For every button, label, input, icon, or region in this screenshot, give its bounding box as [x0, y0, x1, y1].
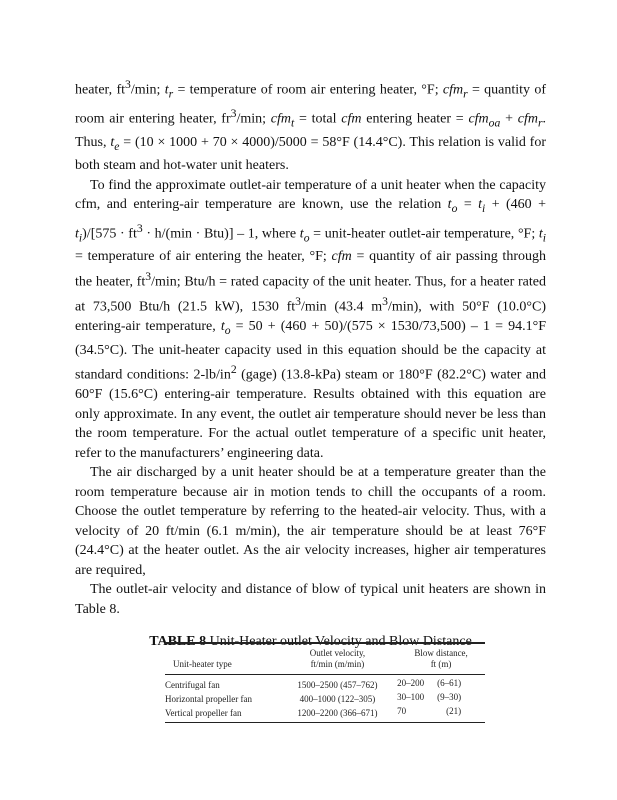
cell-velocity: 400–1000 (122–305): [299, 693, 376, 704]
paragraph-3: The air discharged by a unit heater should be at a temperature greater than the room temperature because air in motion tends to chill the occupants of a room. Choose the outlet temperature by referring to the heated-air velocity. Thus, with a velocity of 20 ft/min (6.1 m/min), the air temperature should be at least 76°F (24.4°C) at the heater outlet. As the air velocity increases, higher air temperatures are required,: [75, 465, 546, 578]
cell-type: Vertical propeller fan: [165, 707, 242, 718]
table-caption-label: TABLE 8: [149, 634, 207, 650]
table-header-row: [165, 643, 485, 675]
cell-type: Centrifugal fan: [165, 679, 220, 690]
cell-velocity: 1500–2500 (457–762): [297, 679, 378, 690]
cell-blow: 30–100 (9–30): [397, 692, 462, 702]
header-unit-heater-type: Unit-heater type: [173, 659, 232, 669]
paragraph-2: To find the approximate outlet-air temperature of a unit heater when the capacity cfm, and entering-air temperature are known, use the relation $t_o = t_i + (460 + t_i)/[575 \cdot ft^3 \cdot h/(\min \cdot Btu)] - 1$, where $t_o$ = unit-heater outlet-air temperature, °F; $t_i$ = temperature of air entering the heater, °F; cfm = quantity of air passing through the heater, $ft^3/\min$; Btu/h = rated capacity of the unit heater. Thus, for a heater rated at 73,500 Btu/h (21.5 kW), 1530 $ft^3/\min$ (43.4 $m^3/\min$), with 50°F (10.0°C) entering-air temperature, $t_o = 50 + (460 + 50)/(575 \times 1530/73,500) - 1 = 94.1^\circ F$ (34.5°C). The unit-heater capacity used in this equation should be the capacity at standard conditions: $2-lb/in^2$ (gage) (13.8-kPa) steam or 180°F (82.2°C) water and 60°F (15.6°C) entering-air temperature. Results obtained with this equation are only approximate. In any event, the outlet air temperature should never be less than the room temperature. For the actual outlet temperature of a specific unit heater, refer to the manufacturers’ engineering data.: [75, 177, 547, 461]
document-page: [75, 75, 546, 651]
table-row: [165, 692, 485, 706]
paragraph-1: heater, $ft^3/\min$; $t_r$ = temperature of room air entering heater, °F; cfm$_r$ = quantity of room air entering heater, $fr^3/\min$; cfm$_t$ = total cfm entering heater = cfm$_{oa}$ + cfm$_r$. Thus, $t_e = (10 \times 1000 + 70 \times 4000)/5000 = 58^\circ F$ (14.4°C). This relation is valid for both steam and hot-water unit heaters.: [75, 78, 547, 174]
table-row: [165, 675, 485, 693]
header-blow-distance: Blow distance, ft (m): [414, 648, 468, 669]
cell-type: Horizontal propeller fan: [165, 693, 252, 704]
table-row: [165, 706, 485, 723]
paragraph-4: The outlet-air velocity and distance of blow of typical unit heaters are shown in Table 8.: [75, 582, 546, 617]
cell-velocity: 1200–2200 (366–671): [297, 707, 378, 718]
cell-blow: 20–200 (6–61): [397, 678, 462, 688]
header-outlet-velocity: Outlet velocity, ft/min (m/min): [309, 648, 366, 669]
table-caption-title: Unit-Heater outlet Velocity and Blow Distance: [206, 634, 472, 650]
unit-heater-table: [165, 642, 485, 723]
cell-blow: 70 (21): [397, 706, 462, 716]
